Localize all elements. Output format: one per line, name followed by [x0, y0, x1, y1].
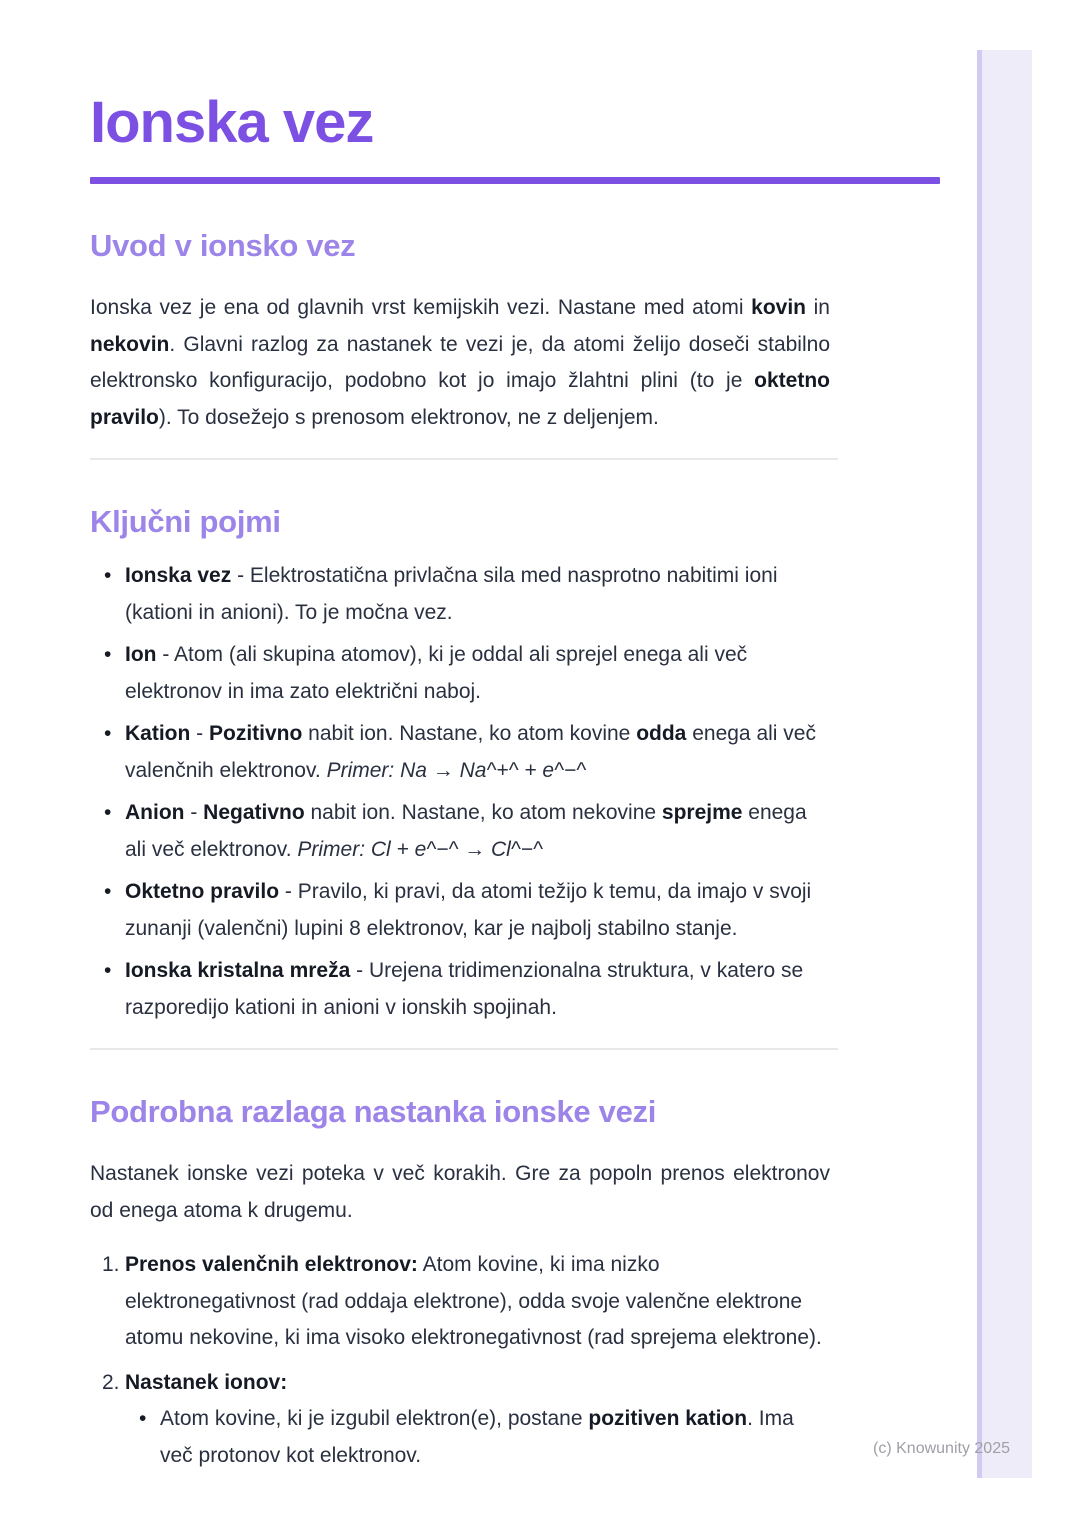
document-content: [90, 88, 830, 1482]
bullet-item: [104, 795, 830, 868]
text-run: ). To dosežejo s prenosom elektronov, ne z deljenjem.: [158, 405, 659, 429]
text-run: Nastanek ionske vezi poteka v več korakih. Gre za popoln prenos elektronov od enega atoma k drugemu.: [90, 1162, 830, 1222]
section-heading: Uvod v ionsko vez: [90, 228, 356, 263]
title-underline: [90, 177, 940, 184]
bullet-icon: •: [104, 564, 112, 587]
sub-bullet-item: [139, 1401, 830, 1474]
numbered-item-marker: 2.: [102, 1370, 120, 1394]
bold-text-run: Ionska vez: [125, 564, 232, 587]
bold-text-run: Pozitivno: [209, 722, 303, 745]
text-run: . Glavni razlog za nastanek te vezi je, da atomi želijo doseči stabilno elektronsko konfiguracijo, podobno kot jo imajo žlahtni plini (to je: [90, 332, 830, 392]
bullet-icon: •: [104, 722, 112, 745]
bold-text-run: pozitiven kation: [588, 1407, 748, 1430]
numbered-item-body: [125, 1247, 830, 1357]
section-heading: Podrobna razlaga nastanka ionske vezi: [90, 1094, 657, 1129]
page-title: Ionska vez: [90, 90, 374, 155]
bold-text-run: Anion: [125, 801, 185, 824]
text-run: enega ali več elektronov.: [125, 801, 807, 861]
bold-text-run: odda: [636, 722, 687, 745]
bullet-item: [104, 637, 830, 710]
text-run: - Urejena tridimenzionalna struktura, v katero se razporedijo kationi in anioni v ionskih spojinah.: [125, 959, 804, 1019]
bold-text-run: Oktetno pravilo: [125, 880, 280, 903]
bold-text-run: Ionska kristalna mreža: [125, 959, 351, 982]
bold-text-run: Kation: [125, 722, 191, 745]
text-run: nabit ion. Nastane, ko atom kovine: [302, 722, 637, 745]
bullet-icon: •: [139, 1407, 147, 1430]
text-run: -: [190, 722, 209, 745]
sub-bullet-list: [125, 1401, 830, 1474]
numbered-item-body: [125, 1365, 830, 1475]
bold-text-run: Ion: [125, 643, 157, 666]
bold-text-run: oktetno pravilo: [90, 369, 830, 429]
paragraph: [90, 1156, 830, 1229]
document-blocks: [90, 226, 830, 1474]
bold-text-run: sprejme: [661, 801, 743, 824]
numbered-list: [90, 1247, 830, 1474]
text-run: - Pravilo, ki pravi, da atomi težijo k temu, da imajo v svoji zunanji (valenčni) lupini 8 elektronov, kar je najbolj stabilno stanje.: [125, 880, 812, 940]
bullet-item: [104, 953, 830, 1026]
bullet-item: [104, 716, 830, 789]
text-run: Atom kovine, ki ima nizko elektronegativnost (rad oddaja elektrone), odda svoje valenčne elektrone atomu nekovine, ki ima visoko elektronegativnost (rad sprejema elektrone).: [125, 1253, 822, 1349]
numbered-item: [90, 1247, 830, 1357]
bold-text-run: Negativno: [203, 801, 305, 824]
text-run: Atom kovine, ki je izgubil elektron(e), postane: [160, 1407, 589, 1430]
italic-text-run: Primer: Cl + e^−^ → Cl^−^: [297, 837, 543, 861]
bullet-icon: •: [104, 959, 112, 982]
footer-credit: (c) Knowunity 2025: [873, 1440, 1010, 1457]
text-run: nabit ion. Nastane, ko atom nekovine: [304, 801, 662, 824]
bullet-item: [104, 874, 830, 947]
text-run: -: [184, 801, 204, 824]
bullet-icon: •: [104, 643, 112, 666]
bold-text-run: Nastanek ionov:: [125, 1370, 288, 1394]
text-run: - Atom (ali skupina atomov), ki je oddal ali sprejel enega ali več elektronov in ima zato električni naboj.: [125, 643, 748, 703]
bold-text-run: Prenos valenčnih elektronov:: [125, 1253, 418, 1276]
bullet-icon: •: [104, 801, 112, 824]
section-divider: [90, 458, 838, 460]
bullet-item: [104, 558, 830, 631]
text-run: enega ali več valenčnih elektronov.: [125, 722, 816, 782]
text-run: Ionska vez je ena od glavnih vrst kemijskih vezi. Nastane med atomi: [90, 296, 752, 319]
bullet-list: [90, 558, 830, 1026]
text-run: . Ima več protonov kot elektronov.: [160, 1407, 794, 1467]
section-heading: Ključni pojmi: [90, 504, 281, 539]
right-margin-strip: [977, 50, 1032, 1478]
bold-text-run: nekovin: [90, 332, 170, 356]
text-run: in: [806, 296, 830, 319]
bullet-icon: •: [104, 880, 112, 903]
text-run: - Elektrostatična privlačna sila med nasprotno nabitimi ioni (kationi in anioni). To je močna vez.: [125, 564, 778, 624]
bold-text-run: kovin: [751, 296, 807, 319]
section-divider: [90, 1048, 838, 1050]
paragraph: [90, 290, 830, 436]
numbered-item: [90, 1365, 830, 1475]
numbered-item-marker: 1.: [102, 1253, 120, 1276]
italic-text-run: Primer: Na → Na^+^ + e^−^: [326, 758, 586, 782]
